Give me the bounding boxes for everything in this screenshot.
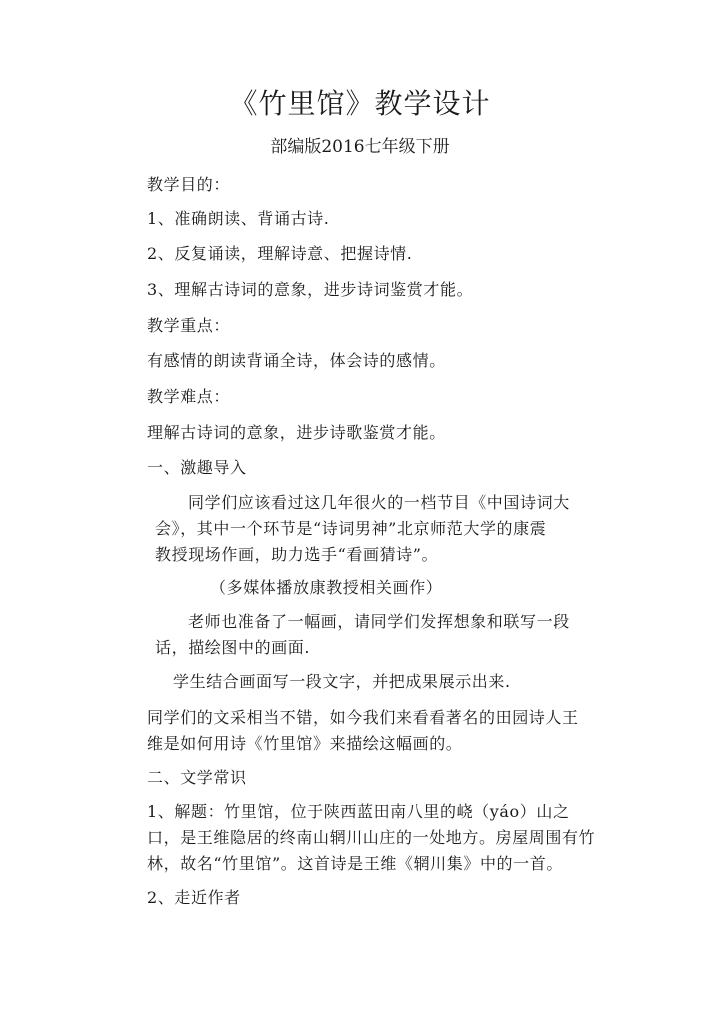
goal-item-1: 1、准确朗读、背诵古诗. bbox=[147, 209, 330, 228]
difficult-points-heading: 教学难点： bbox=[147, 387, 231, 406]
document-title: 《竹里馆》教学设计 bbox=[229, 87, 491, 120]
intro-paragraph-4-line-1: 同学们的文采相当不错，如今我们来看看著名的田园诗人王 bbox=[147, 708, 579, 727]
intro-paragraph-2-line-2: 话，描绘图中的画面. bbox=[155, 638, 311, 657]
goal-item-2: 2、反复诵读，理解诗意、把握诗情. bbox=[147, 244, 413, 263]
intro-paragraph-3: 学生结合画面写一段文字，并把成果展示出来. bbox=[173, 672, 511, 691]
literature-paragraph-1-line-2: 口，是王维隐居的终南山辋川山庄的一处地方。房屋周围有竹 bbox=[147, 828, 596, 847]
key-points-text: 有感情的朗读背诵全诗，体会诗的感情。 bbox=[147, 351, 446, 370]
difficult-points-text: 理解古诗词的意象，进步诗歌鉴赏才能。 bbox=[147, 423, 446, 442]
literature-paragraph-1-line-1: 1、解题：竹里馆，位于陕西蓝田南八里的峣（yáo）山之 bbox=[147, 802, 570, 821]
key-points-heading: 教学重点： bbox=[147, 316, 231, 335]
section-heading-2: 二、文学常识 bbox=[147, 768, 247, 787]
document-subtitle: 部编版2016七年级下册 bbox=[270, 137, 450, 157]
literature-paragraph-1-line-3: 林，故名“竹里馆”。这首诗是王维《辋川集》中的一首。 bbox=[147, 854, 563, 873]
literature-item-2: 2、走近作者 bbox=[147, 888, 241, 907]
section-heading-1: 一、激趣导入 bbox=[147, 458, 247, 477]
goals-heading: 教学目的： bbox=[147, 175, 231, 194]
intro-paragraph-4-line-2: 维是如何用诗《竹里馆》来描绘这幅画的。 bbox=[147, 734, 463, 753]
intro-paragraph-1-line-2: 会》，其中一个环节是“诗词男神”北京师范大学的康震 bbox=[155, 519, 547, 538]
goal-item-3: 3、理解古诗词的意象，进步诗词鉴赏才能。 bbox=[147, 280, 474, 299]
intro-note: （多媒体播放康教授相关画作） bbox=[210, 578, 443, 597]
intro-paragraph-2-line-1: 老师也准备了一幅画，请同学们发挥想象和联写一段 bbox=[188, 612, 570, 631]
intro-paragraph-1-line-3: 教授现场作画，助力选手“看画猜诗”。 bbox=[155, 545, 439, 564]
intro-paragraph-1-line-1: 同学们应该看过这几年很火的一档节目《中国诗词大 bbox=[188, 493, 570, 512]
